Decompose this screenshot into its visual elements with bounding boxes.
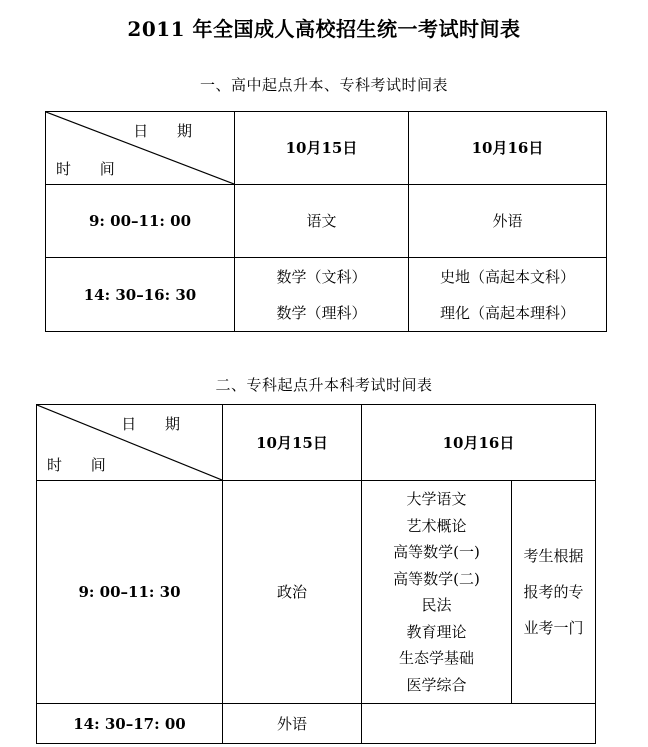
section2-heading: 二、专科起点升本科考试时间表 bbox=[215, 376, 433, 394]
header-time-label: 时 间 bbox=[56, 160, 127, 178]
row-subject-empty bbox=[362, 704, 596, 744]
row-subject: 政治 bbox=[223, 481, 362, 704]
row-time: 9: 00–11: 00 bbox=[46, 185, 235, 258]
header-day2: 10月16日 bbox=[362, 405, 596, 481]
row-subject: 语文 bbox=[235, 185, 409, 258]
subject-line: 史地（高起本文科） bbox=[439, 267, 575, 286]
schedule-table-1 bbox=[45, 111, 607, 332]
subject-line: 数学（文科） bbox=[276, 267, 367, 286]
subject-line: 生态学基础 bbox=[398, 649, 474, 667]
header-date-label: 日 期 bbox=[133, 122, 204, 140]
row-subject: 外语 bbox=[409, 185, 607, 258]
subject-line: 数学（理科） bbox=[276, 303, 367, 322]
header-day2: 10月16日 bbox=[409, 112, 607, 185]
diagonal-header-cell bbox=[46, 112, 235, 185]
subject-line: 民法 bbox=[421, 596, 452, 614]
subject-line: 艺术概论 bbox=[406, 516, 467, 535]
subject-line: 大学语文 bbox=[406, 490, 467, 508]
row-time: 14: 30–16: 30 bbox=[46, 258, 235, 332]
header-time-label: 时 间 bbox=[47, 456, 118, 474]
subject-line: 高等数学(二) bbox=[393, 569, 480, 588]
header-day1: 10月15日 bbox=[235, 112, 409, 185]
subject-line: 理化（高起本理科） bbox=[439, 303, 575, 322]
section1-heading: 一、高中起点升本、专科考试时间表 bbox=[199, 76, 448, 94]
header-date-label: 日 期 bbox=[121, 415, 192, 433]
row-time: 14: 30–17: 00 bbox=[37, 704, 223, 744]
subject-line: 医学综合 bbox=[406, 675, 467, 694]
row-subject: 外语 bbox=[223, 704, 362, 744]
header-day1: 10月15日 bbox=[223, 405, 362, 481]
page-title: 2011 年全国成人高校招生统一考试时间表 bbox=[127, 17, 521, 41]
subject-line: 高等数学(一) bbox=[393, 543, 480, 561]
elective-note: 考生根据报考的专业考一门 bbox=[512, 481, 596, 704]
row-subject-cell bbox=[409, 258, 607, 332]
row-subject-cell bbox=[235, 258, 409, 332]
diagonal-header-cell bbox=[37, 405, 223, 481]
schedule-table-2 bbox=[36, 404, 596, 744]
row-time: 9: 00–11: 30 bbox=[37, 481, 223, 704]
elective-subjects-cell bbox=[362, 481, 512, 704]
subject-line: 教育理论 bbox=[406, 622, 467, 641]
